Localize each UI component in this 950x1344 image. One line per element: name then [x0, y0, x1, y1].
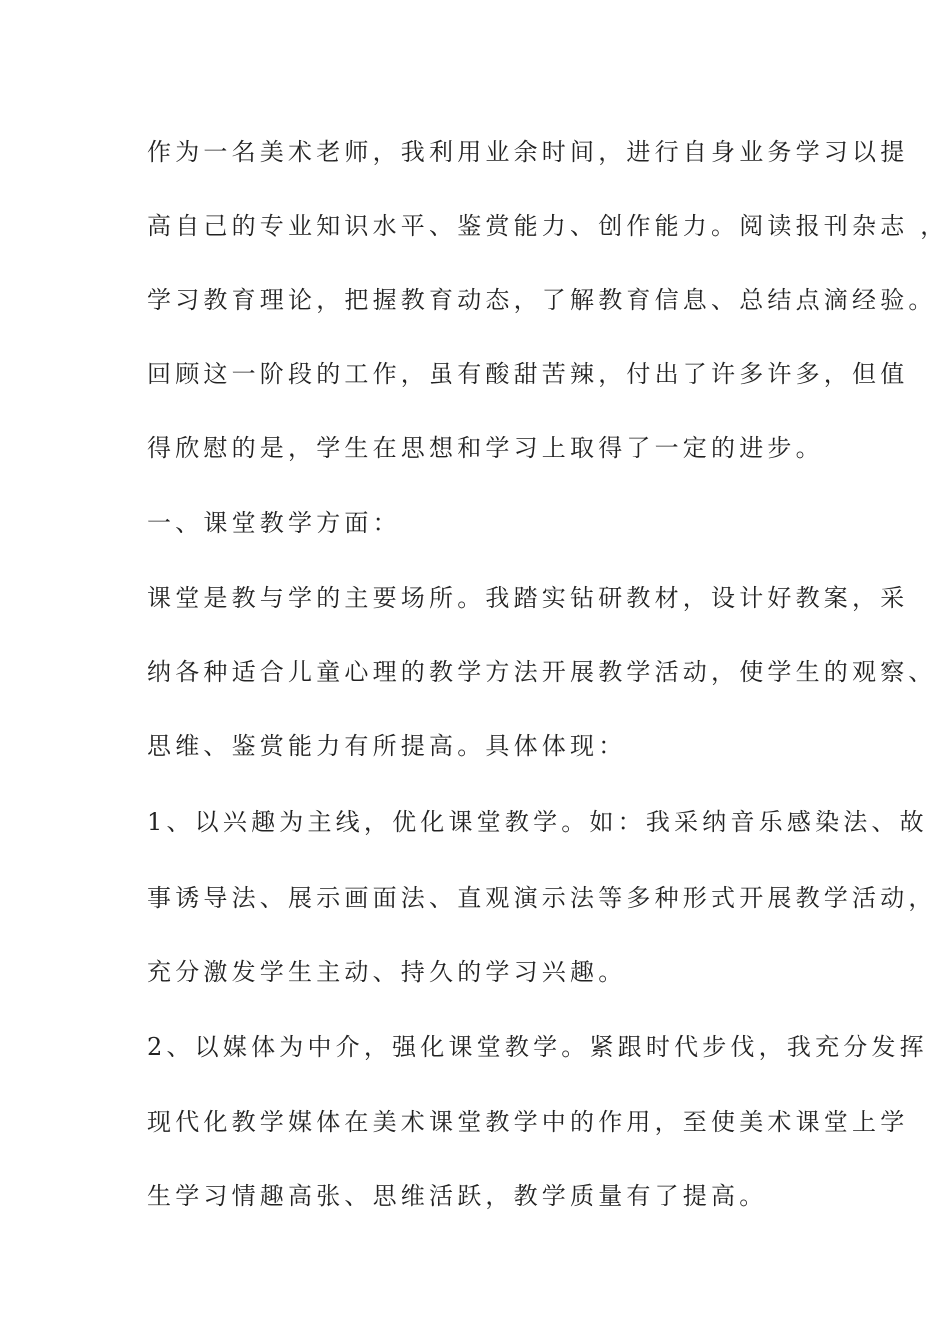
- text-line: 高自己的专业知识水平、鉴赏能力、创作能力。阅读报刊杂志 ，: [147, 212, 949, 240]
- text-line: 充分激发学生主动、持久的学习兴趣。: [147, 958, 627, 986]
- text-line: 学习教育理论，把握教育动态，了解教育信息、总结点滴经验。: [147, 286, 937, 314]
- text-line: 回顾这一阶段的工作，虽有酸甜苦辣，付出了许多许多，但值: [147, 360, 909, 388]
- text-line: 2、以媒体为中介，强化课堂教学。紧跟时代步伐，我充分发挥: [147, 1033, 928, 1061]
- text-line: 纳各种适合儿童心理的教学方法开展教学活动，使学生的观察、: [147, 658, 937, 686]
- text-line: 现代化教学媒体在美术课堂教学中的作用，至使美术课堂上学: [147, 1108, 909, 1136]
- text-line: 得欣慰的是，学生在思想和学习上取得了一定的进步。: [147, 434, 824, 462]
- text-line: 作为一名美术老师，我利用业余时间，进行自身业务学习以提: [147, 138, 909, 166]
- text-line: 事诱导法、展示画面法、直观演示法等多种形式开展教学活动，: [147, 884, 937, 912]
- text-line: 1、以兴趣为主线，优化课堂教学。如：我采纳音乐感染法、故: [147, 808, 928, 836]
- text-line: 课堂是教与学的主要场所。我踏实钻研教材，设计好教案，采: [147, 584, 909, 612]
- text-line: 生学习情趣高张、思维活跃，教学质量有了提高。: [147, 1182, 768, 1210]
- section-heading: 一、课堂教学方面：: [147, 509, 401, 537]
- text-line: 思维、鉴赏能力有所提高。具体体现：: [147, 732, 627, 760]
